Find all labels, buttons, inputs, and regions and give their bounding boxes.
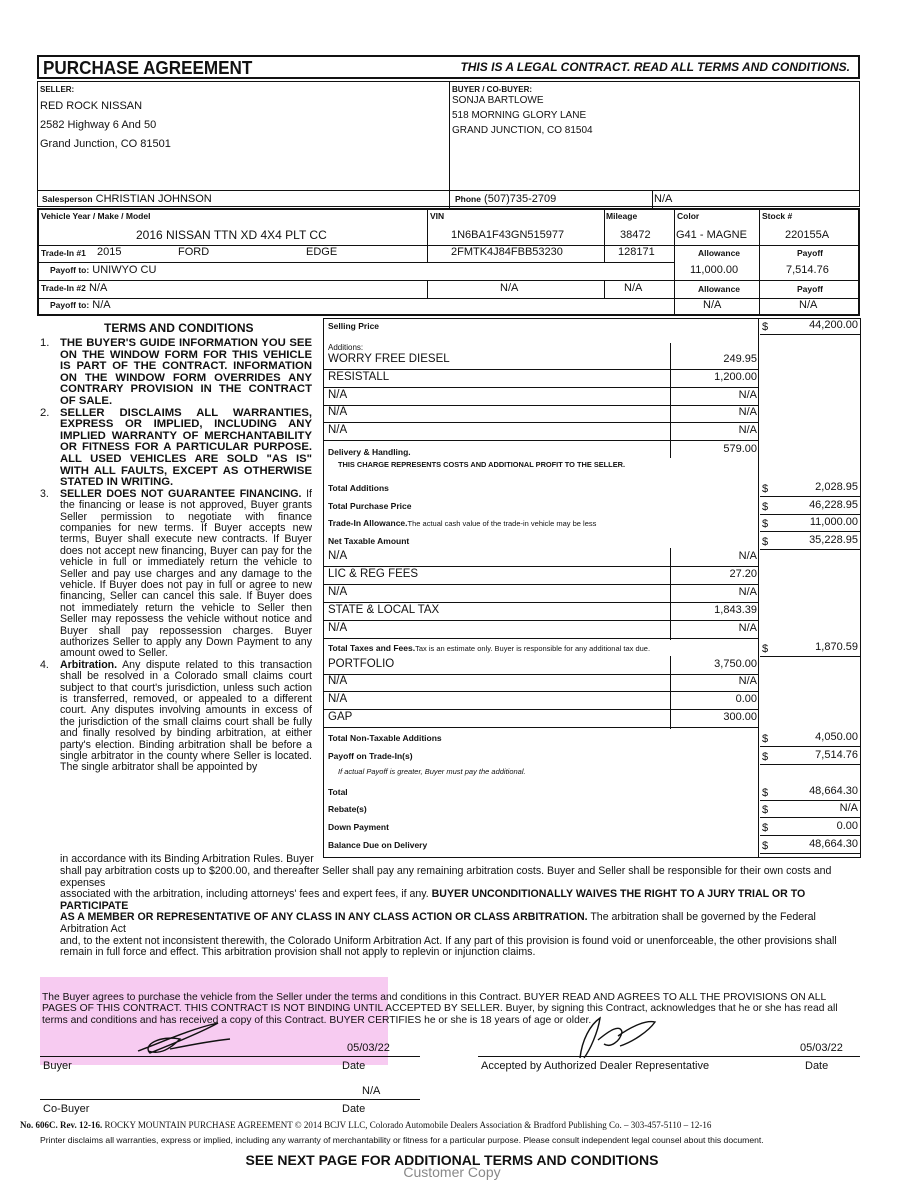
trade2-payoff-label: Payoff bbox=[797, 284, 823, 294]
buyer-date-label: Date bbox=[342, 1060, 366, 1072]
price-label: Rebate(s) bbox=[328, 804, 367, 814]
line-item-name: N/A bbox=[328, 622, 348, 634]
agreement-line-3: terms and conditions and has received a copy of this Contract. BUYER CERTIFIES he or she is 18 years of age or older. bbox=[42, 1014, 592, 1026]
vin-label: VIN bbox=[430, 211, 445, 221]
phone-extra: N/A bbox=[654, 193, 673, 205]
trade1-allowance-label: Allowance bbox=[698, 248, 741, 258]
terms-cont-4b: The arbitration shall be governed by the Federal Arbitration Act bbox=[60, 911, 816, 935]
trade2-payoffto: N/A bbox=[92, 299, 111, 311]
pricing-table bbox=[323, 318, 861, 858]
trade1-model: EDGE bbox=[306, 246, 338, 258]
seller-address: 2582 Highway 6 And 50 bbox=[40, 119, 157, 131]
item-rule bbox=[324, 638, 758, 639]
value-rule bbox=[760, 853, 861, 854]
parties-section bbox=[37, 81, 860, 191]
dollar-sign: $ bbox=[762, 751, 769, 763]
trade1-allowance: 11,000.00 bbox=[690, 264, 739, 276]
trade1-payoffto-label: Payoff to: bbox=[50, 265, 90, 275]
value-rule bbox=[760, 496, 861, 497]
term-4: Any dispute related to this transaction shall be resolved in a Colorado small claims court subject to that court's jurisdiction, unless such action is transferred, removed, or appealed to a different court. Any disputes involving amounts in excess of the jurisdiction of the small claims court shall be fully and finally resolved by binding arbitration, at either party's election. Binding arbitration shall be before a single arbitrator in the county where Seller is located. The single arbitrator shall be appointed by bbox=[60, 658, 313, 774]
seller-label: SELLER: bbox=[40, 85, 75, 94]
line-item-name: N/A bbox=[328, 406, 348, 418]
item-rule bbox=[324, 422, 758, 423]
delivery-note: THIS CHARGE REPRESENTS COSTS AND ADDITIONAL PROFIT TO THE SELLER. bbox=[338, 460, 626, 469]
price-label: Balance Due on Delivery bbox=[328, 840, 428, 850]
dollar-sign: $ bbox=[762, 643, 769, 655]
agreement-line-1: The Buyer agrees to purchase the vehicle from the Seller under the terms and conditions in this Contract. BUYER READ AND AGREES TO ALL THE PROVISIONS ON ALL bbox=[42, 992, 827, 1003]
price-label: Total Non-Taxable Additions bbox=[328, 733, 442, 743]
buyer-label: BUYER / CO-BUYER: bbox=[452, 85, 533, 94]
price-value: 35,228.95 bbox=[809, 534, 858, 546]
item-rule bbox=[324, 584, 758, 585]
terms-cont-3b: BUYER UNCONDITIONALLY WAIVES THE RIGHT TO A JURY TRIAL OR TO PARTICIPATE bbox=[60, 888, 806, 912]
price-label: Net Taxable Amount bbox=[328, 536, 410, 546]
dollar-sign: $ bbox=[762, 804, 769, 816]
item-rule bbox=[324, 566, 758, 567]
vehicle-ymm: 2016 NISSAN TTN XD 4X4 PLT CC bbox=[136, 228, 327, 242]
line-item-name: GAP bbox=[328, 711, 353, 723]
item-rule bbox=[324, 691, 758, 692]
line-item-name: N/A bbox=[328, 424, 348, 436]
line-item-name: N/A bbox=[328, 693, 348, 705]
buyer-address: 518 MORNING GLORY LANE bbox=[452, 110, 587, 121]
line-item-name: N/A bbox=[328, 675, 348, 687]
price-label: Selling Price bbox=[328, 321, 380, 331]
trade1-payoffto: UNIWYO CU bbox=[92, 264, 157, 276]
seller-name: RED ROCK NISSAN bbox=[40, 100, 143, 112]
line-item-amount: 1,200.00 bbox=[714, 371, 757, 383]
term-2: SELLER DISCLAIMS ALL WARRANTIES, EXPRESS OR IMPLIED, INCLUDING ANY IMPLIED WARRANTY OF MERCHANTABILITY OR FITNESS FOR A PARTICULAR PURPOSE. ALL USED VEHICLES ARE SOLD "AS IS" WITH ALL FAULTS, EXCEPT AS OTHERWISE STATED IN WRITING. bbox=[60, 406, 312, 489]
seller-city: Grand Junction, CO 81501 bbox=[40, 138, 171, 150]
price-value: N/A bbox=[839, 802, 858, 814]
line-item-amount: N/A bbox=[738, 424, 757, 436]
price-value: 44,200.00 bbox=[809, 319, 858, 331]
value-rule bbox=[760, 656, 861, 657]
terms-cont-4a: AS A MEMBER OR REPRESENTATIVE OF ANY CLASS IN ANY CLASS ACTION OR CLASS ARBITRATION. bbox=[60, 911, 588, 924]
price-value: 46,228.95 bbox=[809, 499, 858, 511]
price-value: 48,664.30 bbox=[809, 838, 858, 850]
terms-list: 1. THE BUYER'S GUIDE INFORMATION YOU SEE ON THE WINDOW FORM FOR THIS VEHICLE IS PART OF THE CONTRACT. INFORMATION ON THE WINDOW FORM OVERRIDES ANY CONTRARY PROVISION IN THE CONTRACT OF SALE. 2. SELLER DISCLAIMS ALL WARRANTIES, EXPRESS OR IMPLIED, INCLUDING ANY IMPLIED WARRANTY OF MERCHANTABILITY OR FITNESS FOR A PARTICULAR PURPOSE. ALL USED VEHICLES ARE SOLD "AS IS" WITH ALL FAULTS, EXCEPT AS OTHERWISE STATED IN WRITING. 3. SELLER DOES NOT GUARANTEE FINANCING. If the financing or lease is not approved, Buyer grants Seller permission to negotiate with finance companies for new terms. If Buyer accepts new terms, Buyer shall execute new contracts. If Buyer does not accept new financing, Buyer can pay for the vehicle in full or immediately return the vehicle to Seller and pay use charges and any damage to the vehicle. If Buyer does not pay in full or agree to new financing, Seller can cancel this sale. If Buyer does not immediately return the vehicle to Seller then Seller may repossess the vehicle without notice and Buyer shall pay repossession charges. Buyer authorizes Seller to apply any Down Payment to any amount owed to Seller. 4. Arbitration. Any dispute related to this transaction shall be resolved in a Colorado small claims court subject to that court's jurisdiction, unless such action is transferred, removed, or appealed to a different court. Any disputes involving amounts in excess of the jurisdiction of the small claims court shall be fully and finally resolved by binding arbitration, at either party's election. Binding arbitration shall be before a single arbitrator in the county where Seller is located. The single arbitrator shall be appointed by bbox=[40, 337, 313, 774]
vehicle-table bbox=[37, 208, 860, 316]
terms-cont-6: remain in full force and effect. This arbitration provision shall not apply to replevin or injunction claims. bbox=[60, 946, 536, 959]
page-title: PURCHASE AGREEMENT bbox=[43, 58, 253, 78]
trade1-payoff: 7,514.76 bbox=[786, 264, 829, 276]
terms-cont-5: and, to the extent not inconsistent therewith, the Colorado Uniform Arbitration Act. If any part of this provision is found void or unenforceable, the other provisions shall bbox=[60, 934, 837, 947]
line-item-name: N/A bbox=[328, 586, 348, 598]
price-label: Trade-In Allowance.The actual cash value of the trade-in vehicle may be less bbox=[328, 518, 597, 528]
price-value: 0.00 bbox=[836, 820, 858, 832]
buyer-signature bbox=[130, 1015, 240, 1060]
vehicle-color: G41 - MAGNE bbox=[676, 229, 747, 241]
cobuyer-value: N/A bbox=[362, 1085, 381, 1097]
line-item-amount: 27.20 bbox=[729, 568, 757, 580]
item-rule bbox=[324, 727, 758, 728]
line-item-name: N/A bbox=[328, 550, 348, 562]
price-note: The actual cash value of the trade-in vehicle may be less bbox=[407, 519, 597, 528]
line-item-amount: 300.00 bbox=[723, 711, 757, 723]
stock-label: Stock # bbox=[762, 211, 793, 221]
header-box bbox=[37, 55, 860, 79]
item-rule bbox=[324, 369, 758, 370]
line-item-amount: 3,750.00 bbox=[714, 658, 757, 670]
trade1-label: Trade-In #1 bbox=[41, 248, 86, 258]
cobuyer-date-label: Date bbox=[342, 1103, 366, 1115]
line-item-name: PORTFOLIO bbox=[328, 658, 395, 670]
dealer-date: 05/03/22 bbox=[800, 1042, 843, 1054]
dollar-sign: $ bbox=[762, 787, 769, 799]
trade2-allowance: N/A bbox=[703, 299, 722, 311]
line-item-amount: N/A bbox=[738, 406, 757, 418]
value-rule bbox=[760, 531, 861, 532]
line-item-amount: N/A bbox=[738, 675, 757, 687]
vehicle-vin: 1N6BA1F43GN515977 bbox=[451, 229, 565, 241]
line-item-amount: N/A bbox=[738, 389, 757, 401]
value-rule bbox=[760, 514, 861, 515]
item-rule bbox=[324, 620, 758, 621]
price-label: Payoff on Trade-In(s) bbox=[328, 751, 413, 761]
trade2-payoff: N/A bbox=[799, 299, 818, 311]
price-label: Total Purchase Price bbox=[328, 501, 412, 511]
delivery-amount: 579.00 bbox=[723, 443, 757, 455]
see-next-page: SEE NEXT PAGE FOR ADDITIONAL TERMS AND CONDITIONS bbox=[245, 1152, 659, 1168]
buyer-city: GRAND JUNCTION, CO 81504 bbox=[452, 125, 593, 136]
trade2-mileage: N/A bbox=[624, 282, 643, 294]
vehicle-mileage: 38472 bbox=[620, 229, 651, 241]
term-3-head: SELLER DOES NOT GUARANTEE FINANCING. bbox=[60, 487, 302, 500]
terms-continuation bbox=[60, 866, 860, 959]
price-value: 48,664.30 bbox=[809, 785, 858, 797]
terms-cont-2: shall pay arbitration costs up to $200.00, and thereafter Seller shall pay any remaining arbitration costs. Buyer and Seller shall be responsible for their own costs and expenses bbox=[60, 865, 832, 889]
line-item-amount: 0.00 bbox=[735, 693, 757, 705]
price-label: Total Additions bbox=[328, 483, 389, 493]
dollar-sign: $ bbox=[762, 501, 769, 513]
price-label: Down Payment bbox=[328, 822, 389, 832]
item-rule bbox=[324, 440, 758, 441]
value-rule bbox=[760, 817, 861, 818]
trade2-allowance-label: Allowance bbox=[698, 284, 741, 294]
line-item-amount: 249.95 bbox=[723, 353, 757, 365]
trade2-payoffto-label: Payoff to: bbox=[50, 300, 90, 310]
vehicle-stock: 220155A bbox=[785, 229, 830, 241]
price-value: 4,050.00 bbox=[815, 731, 858, 743]
line-item-name: LIC & REG FEES bbox=[328, 568, 419, 580]
dollar-sign: $ bbox=[762, 321, 769, 333]
trade1-year: 2015 bbox=[97, 246, 122, 258]
customer-copy: Customer Copy bbox=[403, 1164, 501, 1180]
dollar-sign: $ bbox=[762, 733, 769, 745]
dollar-sign: $ bbox=[762, 483, 769, 495]
line-item-amount: 1,843.39 bbox=[714, 604, 757, 616]
line-item-amount: N/A bbox=[738, 550, 757, 562]
price-label: Total Taxes and Fees.Tax is an estimate only. Buyer is responsible for any additional tax due. bbox=[328, 643, 651, 653]
term-3: If the financing or lease is not approved, Buyer grants Seller permission to negotiate with finance companies for new terms. If Buyer accepts new terms, Buyer shall execute new contracts. If Buyer does not accept new financing, Buyer can pay for the vehicle in full or immediately return the vehicle to Seller and pay use charges and any damage to the vehicle. If Buyer does not pay in full or agree to new financing, Seller can cancel this sale. If Buyer does not immediately return the vehicle to Seller then Seller may repossess the vehicle without notice and Buyer shall pay repossession charges. Buyer authorizes Seller to apply any Down Payment to any amount owed to Seller. bbox=[60, 487, 312, 660]
printer-disclaimer: Printer disclaims all warranties, express or implied, including any warranty of merchantability or fitness for a particular purpose. Please consult independent legal counsel about this document. bbox=[40, 1135, 764, 1145]
value-rule bbox=[760, 746, 861, 747]
form-number-rest: ROCKY MOUNTAIN PURCHASE AGREEMENT © 2014 BCJV LLC, Colorado Automobile Dealers Association & Bradford Publishing Co. – 303-457-5110 – 12-16 bbox=[104, 1120, 712, 1130]
price-label: Total bbox=[328, 787, 348, 797]
value-rule bbox=[760, 800, 861, 801]
phone-value: (507)735-2709 bbox=[484, 193, 557, 205]
line-item-amount: N/A bbox=[738, 622, 757, 634]
buyer-sig-label: Buyer bbox=[43, 1060, 72, 1072]
line-item-name: N/A bbox=[328, 389, 348, 401]
agreement-line-2: PAGES OF THIS CONTRACT. THIS CONTRACT IS NOT BINDING UNTIL ACCEPTED BY SELLER. Buyer, by signing this Contract, acknowledges that he or she has read all bbox=[42, 1003, 838, 1015]
trade1-mileage: 128171 bbox=[618, 246, 655, 258]
price-value: 1,870.59 bbox=[815, 641, 858, 653]
buyer-date: 05/03/22 bbox=[347, 1042, 390, 1054]
additions-label: Additions: bbox=[328, 343, 364, 352]
salesperson-name: CHRISTIAN JOHNSON bbox=[95, 193, 212, 205]
mileage-label: Mileage bbox=[606, 211, 638, 221]
cobuyer-sig-label: Co-Buyer bbox=[43, 1103, 90, 1115]
term-1: THE BUYER'S GUIDE INFORMATION YOU SEE ON THE WINDOW FORM FOR THIS VEHICLE IS PART OF THE CONTRACT. INFORMATION ON THE WINDOW FORM OVERRIDES ANY CONTRARY PROVISION IN THE CONTRACT OF SALE. bbox=[60, 337, 312, 407]
trade2-label: Trade-In #2 bbox=[41, 283, 86, 293]
value-rule bbox=[760, 334, 861, 335]
delivery-label: Delivery & Handling. bbox=[328, 447, 411, 457]
term-4-head: Arbitration. bbox=[60, 658, 118, 671]
phone-label: Phone bbox=[455, 194, 481, 204]
line-item-amount: N/A bbox=[738, 586, 757, 598]
line-item-name: WORRY FREE DIESEL bbox=[328, 353, 450, 365]
trade1-payoff-label: Payoff bbox=[797, 248, 823, 258]
dollar-sign: $ bbox=[762, 536, 769, 548]
price-value: 2,028.95 bbox=[815, 481, 858, 493]
dealer-date-label: Date bbox=[805, 1060, 829, 1072]
form-number-bold: No. 606C. Rev. 12-16. bbox=[20, 1120, 103, 1130]
item-rule bbox=[324, 387, 758, 388]
value-rule bbox=[760, 549, 861, 550]
trade2-value: N/A bbox=[88, 282, 108, 294]
dollar-sign: $ bbox=[762, 822, 769, 834]
value-rule bbox=[760, 764, 861, 765]
price-value: 7,514.76 bbox=[815, 749, 858, 761]
price-value: 11,000.00 bbox=[809, 516, 858, 528]
terms-cont-3a: associated with the arbitration, including attorneys' fees and expert fees, if any. bbox=[60, 888, 429, 901]
trade1-vin: 2FMTK4J84FBB53230 bbox=[451, 246, 563, 258]
ymm-label: Vehicle Year / Make / Model bbox=[41, 211, 151, 221]
legal-notice: THIS IS A LEGAL CONTRACT. READ ALL TERMS AND CONDITIONS. bbox=[460, 60, 850, 74]
terms-title: TERMS AND CONDITIONS bbox=[104, 321, 254, 335]
item-rule bbox=[324, 709, 758, 710]
price-note: Tax is an estimate only. Buyer is responsible for any additional tax due. bbox=[415, 644, 651, 653]
salesperson-label: Salesperson bbox=[42, 194, 93, 204]
line-item-name: RESISTALL bbox=[328, 371, 390, 383]
line-item-name: STATE & LOCAL TAX bbox=[328, 604, 440, 616]
payoff-note: If actual Payoff is greater, Buyer must pay the additional. bbox=[338, 767, 526, 776]
terms-cont-1: in accordance with its Binding Arbitration Rules. Buyer bbox=[60, 853, 314, 865]
trade2-vin: N/A bbox=[500, 282, 519, 294]
dollar-sign: $ bbox=[762, 840, 769, 852]
dollar-sign: $ bbox=[762, 518, 769, 530]
color-label: Color bbox=[677, 211, 700, 221]
dealer-sig-label: Accepted by Authorized Dealer Representative bbox=[481, 1060, 710, 1072]
buyer-name: SONJA BARTLOWE bbox=[452, 95, 544, 106]
value-rule bbox=[760, 835, 861, 836]
item-rule bbox=[324, 602, 758, 603]
trade1-make: FORD bbox=[178, 246, 210, 258]
form-number bbox=[20, 1120, 890, 1130]
